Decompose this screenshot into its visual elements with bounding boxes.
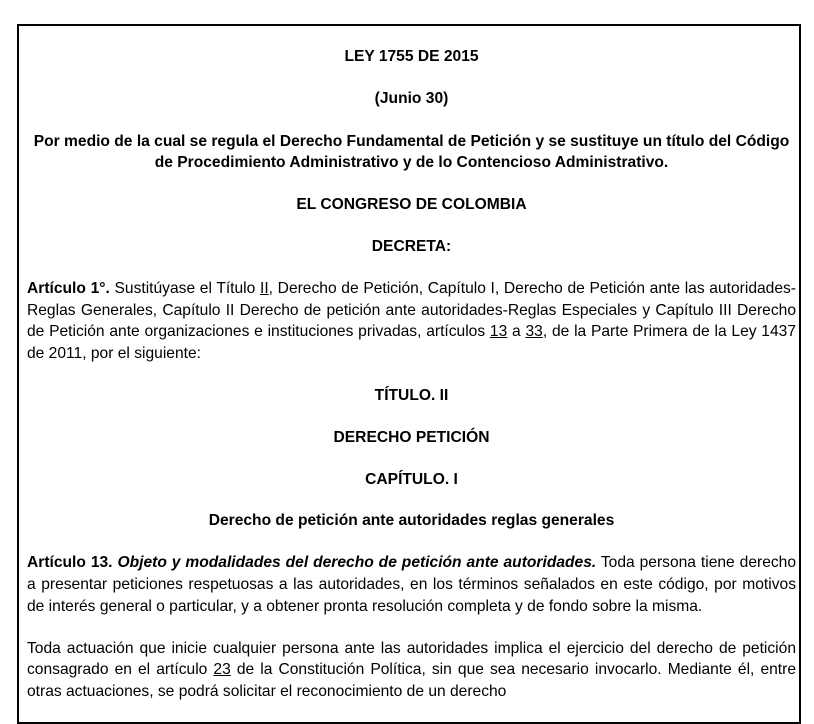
title-name: DERECHO PETICIÓN <box>333 428 490 446</box>
article-1-text-1: Sustitúyase el Título <box>109 279 260 297</box>
paragraph-2-text-1: Toda actuación que inicie cualquier persona ante las autoridades implica el ejercicio del derecho de petición consagrado en el artículo <box>27 639 796 679</box>
article-13-text: Toda persona tiene derecho a presentar peticiones respetuosas a las autoridades, en los términos señalados en este código, por motivos de interés general o particular, y a obtener pronta resolución completa y de fondo sobre la misma. <box>27 554 797 615</box>
article-1-label: Artículo 1°. <box>27 279 110 297</box>
article-13 <box>27 552 796 617</box>
article-1-text-3: a <box>507 323 526 341</box>
article-1-text-2: , Derecho de Petición, Capítulo I, Derecho de Petición ante las autoridades-Reglas Generales, Capítulo II Derecho de petición ante autoridades-Reglas Especiales y Capítulo III Derecho de Petición ante organizaciones e instituciones privadas, artículos <box>27 279 796 341</box>
paragraph-2 <box>27 638 796 703</box>
paragraph-2-text-2: de la Constitución Política, sin que sea necesario invocarlo. Mediante él, entre otras actuaciones, se podrá solicitar el reconocimiento de un derecho <box>27 661 796 701</box>
title-heading: TÍTULO. II <box>374 386 449 404</box>
article-1 <box>27 278 796 365</box>
link-article-33[interactable]: 33 <box>525 323 543 341</box>
chapter-heading: CAPÍTULO. I <box>365 470 458 488</box>
link-article-13[interactable]: 13 <box>489 323 508 341</box>
article-13-label: Artículo 13. <box>27 554 113 572</box>
law-title: LEY 1755 DE 2015 <box>344 48 479 65</box>
chapter-name: Derecho de petición ante autoridades reglas generales <box>208 512 615 530</box>
law-date: (Junio 30) <box>374 89 449 107</box>
article-1-text-4: , de la Parte Primera de la Ley 1437 de 2011, por el siguiente: <box>27 323 796 363</box>
document-body <box>27 46 796 703</box>
issuer: EL CONGRESO DE COLOMBIA <box>296 196 527 214</box>
law-subject: Por medio de la cual se regula el Derecho Fundamental de Petición y se sustituye un título del Código de Procedimiento Administrativo y de lo Contencioso Administrativo. <box>33 132 790 172</box>
link-title-ii[interactable]: II <box>260 279 269 297</box>
decree: DECRETA: <box>371 237 452 255</box>
article-13-heading: Objeto y modalidades del derecho de petición ante autoridades. <box>117 554 597 572</box>
link-article-23[interactable]: 23 <box>213 661 231 679</box>
